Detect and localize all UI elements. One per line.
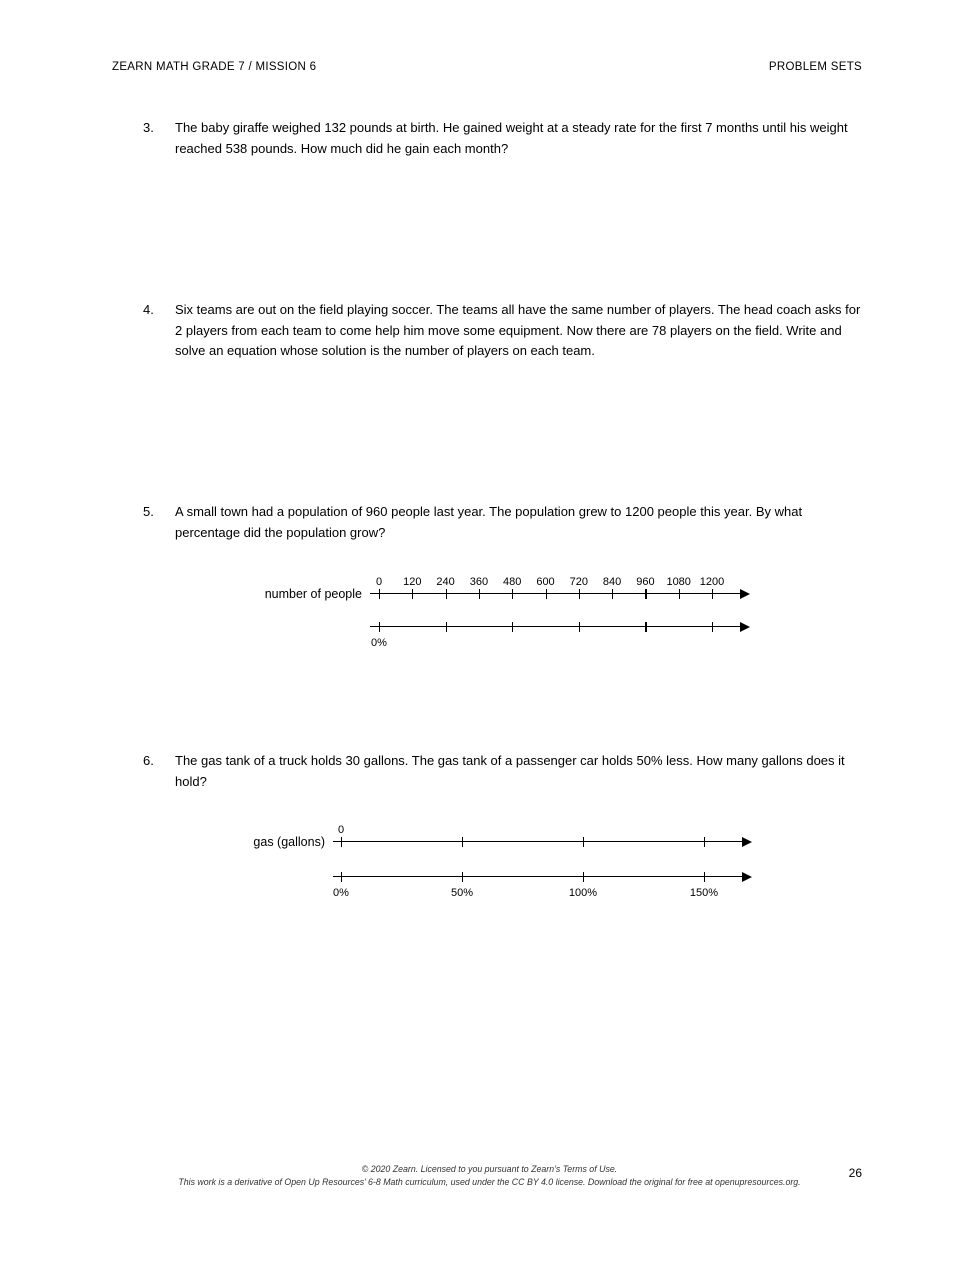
problem-4 bbox=[143, 300, 870, 362]
problem-number: 5. bbox=[143, 504, 154, 519]
footer-copyright: © 2020 Zearn. Licensed to you pursuant to Zearn’s Terms of Use. bbox=[361, 1164, 618, 1174]
tick-mark bbox=[446, 622, 447, 632]
tick-label: 1080 bbox=[666, 576, 691, 588]
tick-label: 0 bbox=[337, 824, 345, 836]
tick-label: 0% bbox=[333, 887, 349, 899]
tick-mark bbox=[446, 589, 447, 599]
footer-license: This work is a derivative of Open Up Resources’ 6-8 Math curriculum, used under the CC BY 4.0 license. Download the original for free at openupresources.org. bbox=[178, 1177, 801, 1187]
number-line-gas-values bbox=[333, 824, 752, 849]
tick-mark bbox=[462, 872, 463, 882]
tick-mark bbox=[612, 589, 613, 599]
number-line-population-percent bbox=[370, 622, 750, 649]
header-section: PROBLEM SETS bbox=[768, 61, 862, 73]
axis-label-gas-gallons: gas (gallons) bbox=[253, 835, 325, 849]
tick-mark bbox=[341, 837, 342, 847]
tick-label: 600 bbox=[536, 576, 555, 588]
tick-label: 480 bbox=[503, 576, 522, 588]
problem-number: 3. bbox=[143, 120, 154, 135]
tick-mark bbox=[645, 622, 646, 632]
tick-label: 1200 bbox=[699, 576, 725, 588]
number-line-rule bbox=[333, 841, 747, 842]
tick-mark bbox=[341, 872, 342, 882]
tick-mark bbox=[479, 589, 480, 599]
tick-label: 360 bbox=[469, 576, 489, 588]
problem-6 bbox=[143, 751, 870, 792]
tick-mark bbox=[704, 837, 705, 847]
tick-label: 100% bbox=[568, 887, 598, 899]
number-line-population-values bbox=[370, 576, 750, 601]
tick-mark bbox=[579, 589, 580, 599]
header-title: ZEARN MATH GRADE 7 / MISSION 6 bbox=[112, 61, 317, 73]
tick-mark bbox=[379, 622, 380, 632]
tick-label: 240 bbox=[436, 576, 455, 588]
tick-mark bbox=[583, 837, 584, 847]
tick-label: 0 bbox=[375, 576, 383, 588]
tick-mark bbox=[462, 837, 463, 847]
problem-5 bbox=[143, 502, 870, 543]
tick-mark bbox=[645, 589, 646, 599]
tick-mark bbox=[379, 589, 380, 599]
tick-label: 960 bbox=[636, 576, 655, 588]
tick-mark bbox=[704, 872, 705, 882]
tick-label: 120 bbox=[403, 576, 422, 588]
tick-mark bbox=[512, 589, 513, 599]
problem-3 bbox=[143, 118, 870, 159]
number-line-gas-percent bbox=[333, 872, 752, 899]
tick-mark bbox=[583, 872, 584, 882]
page-number: 26 bbox=[848, 1166, 862, 1180]
tick-mark bbox=[512, 622, 513, 632]
arrowhead-icon bbox=[740, 622, 750, 632]
tick-mark bbox=[712, 589, 713, 599]
number-line-rule bbox=[370, 593, 745, 594]
tick-label: 720 bbox=[569, 576, 588, 588]
tick-mark bbox=[679, 589, 680, 599]
tick-label: 150% bbox=[689, 887, 719, 899]
tick-label: 0% bbox=[371, 637, 387, 649]
page-footer bbox=[0, 1163, 979, 1189]
tick-mark bbox=[546, 589, 547, 599]
tick-mark bbox=[579, 622, 580, 632]
problem-number: 4. bbox=[143, 302, 154, 317]
problem-text: A small town had a population of 960 people last year. The population grew to 1200 people this year. By what percentage did the population grow? bbox=[175, 504, 803, 540]
number-line-rule bbox=[333, 876, 747, 877]
page-header bbox=[112, 61, 862, 73]
problem-text: The baby giraffe weighed 132 pounds at birth. He gained weight at a steady rate for the first 7 months until his weight reached 538 pounds. How much did he gain each month? bbox=[175, 120, 848, 156]
tick-mark bbox=[712, 622, 713, 632]
arrowhead-icon bbox=[742, 872, 752, 882]
tick-mark bbox=[412, 589, 413, 599]
axis-label-number-of-people: number of people bbox=[264, 587, 362, 601]
problem-number: 6. bbox=[143, 753, 154, 768]
tick-label: 840 bbox=[602, 576, 622, 588]
arrowhead-icon bbox=[742, 837, 752, 847]
tick-label: 50% bbox=[450, 887, 474, 899]
problem-text: Six teams are out on the field playing soccer. The teams all have the same number of players. The head coach asks for 2 players from each team to come help him move some equipment. Now there are 78 players on the field. Write and solve an equation whose solution is the number of players on each team. bbox=[175, 302, 861, 358]
arrowhead-icon bbox=[740, 589, 750, 599]
problem-text: The gas tank of a truck holds 30 gallons. The gas tank of a passenger car holds 50% less. How many gallons does it hold? bbox=[175, 753, 845, 789]
number-line-rule bbox=[370, 626, 745, 627]
